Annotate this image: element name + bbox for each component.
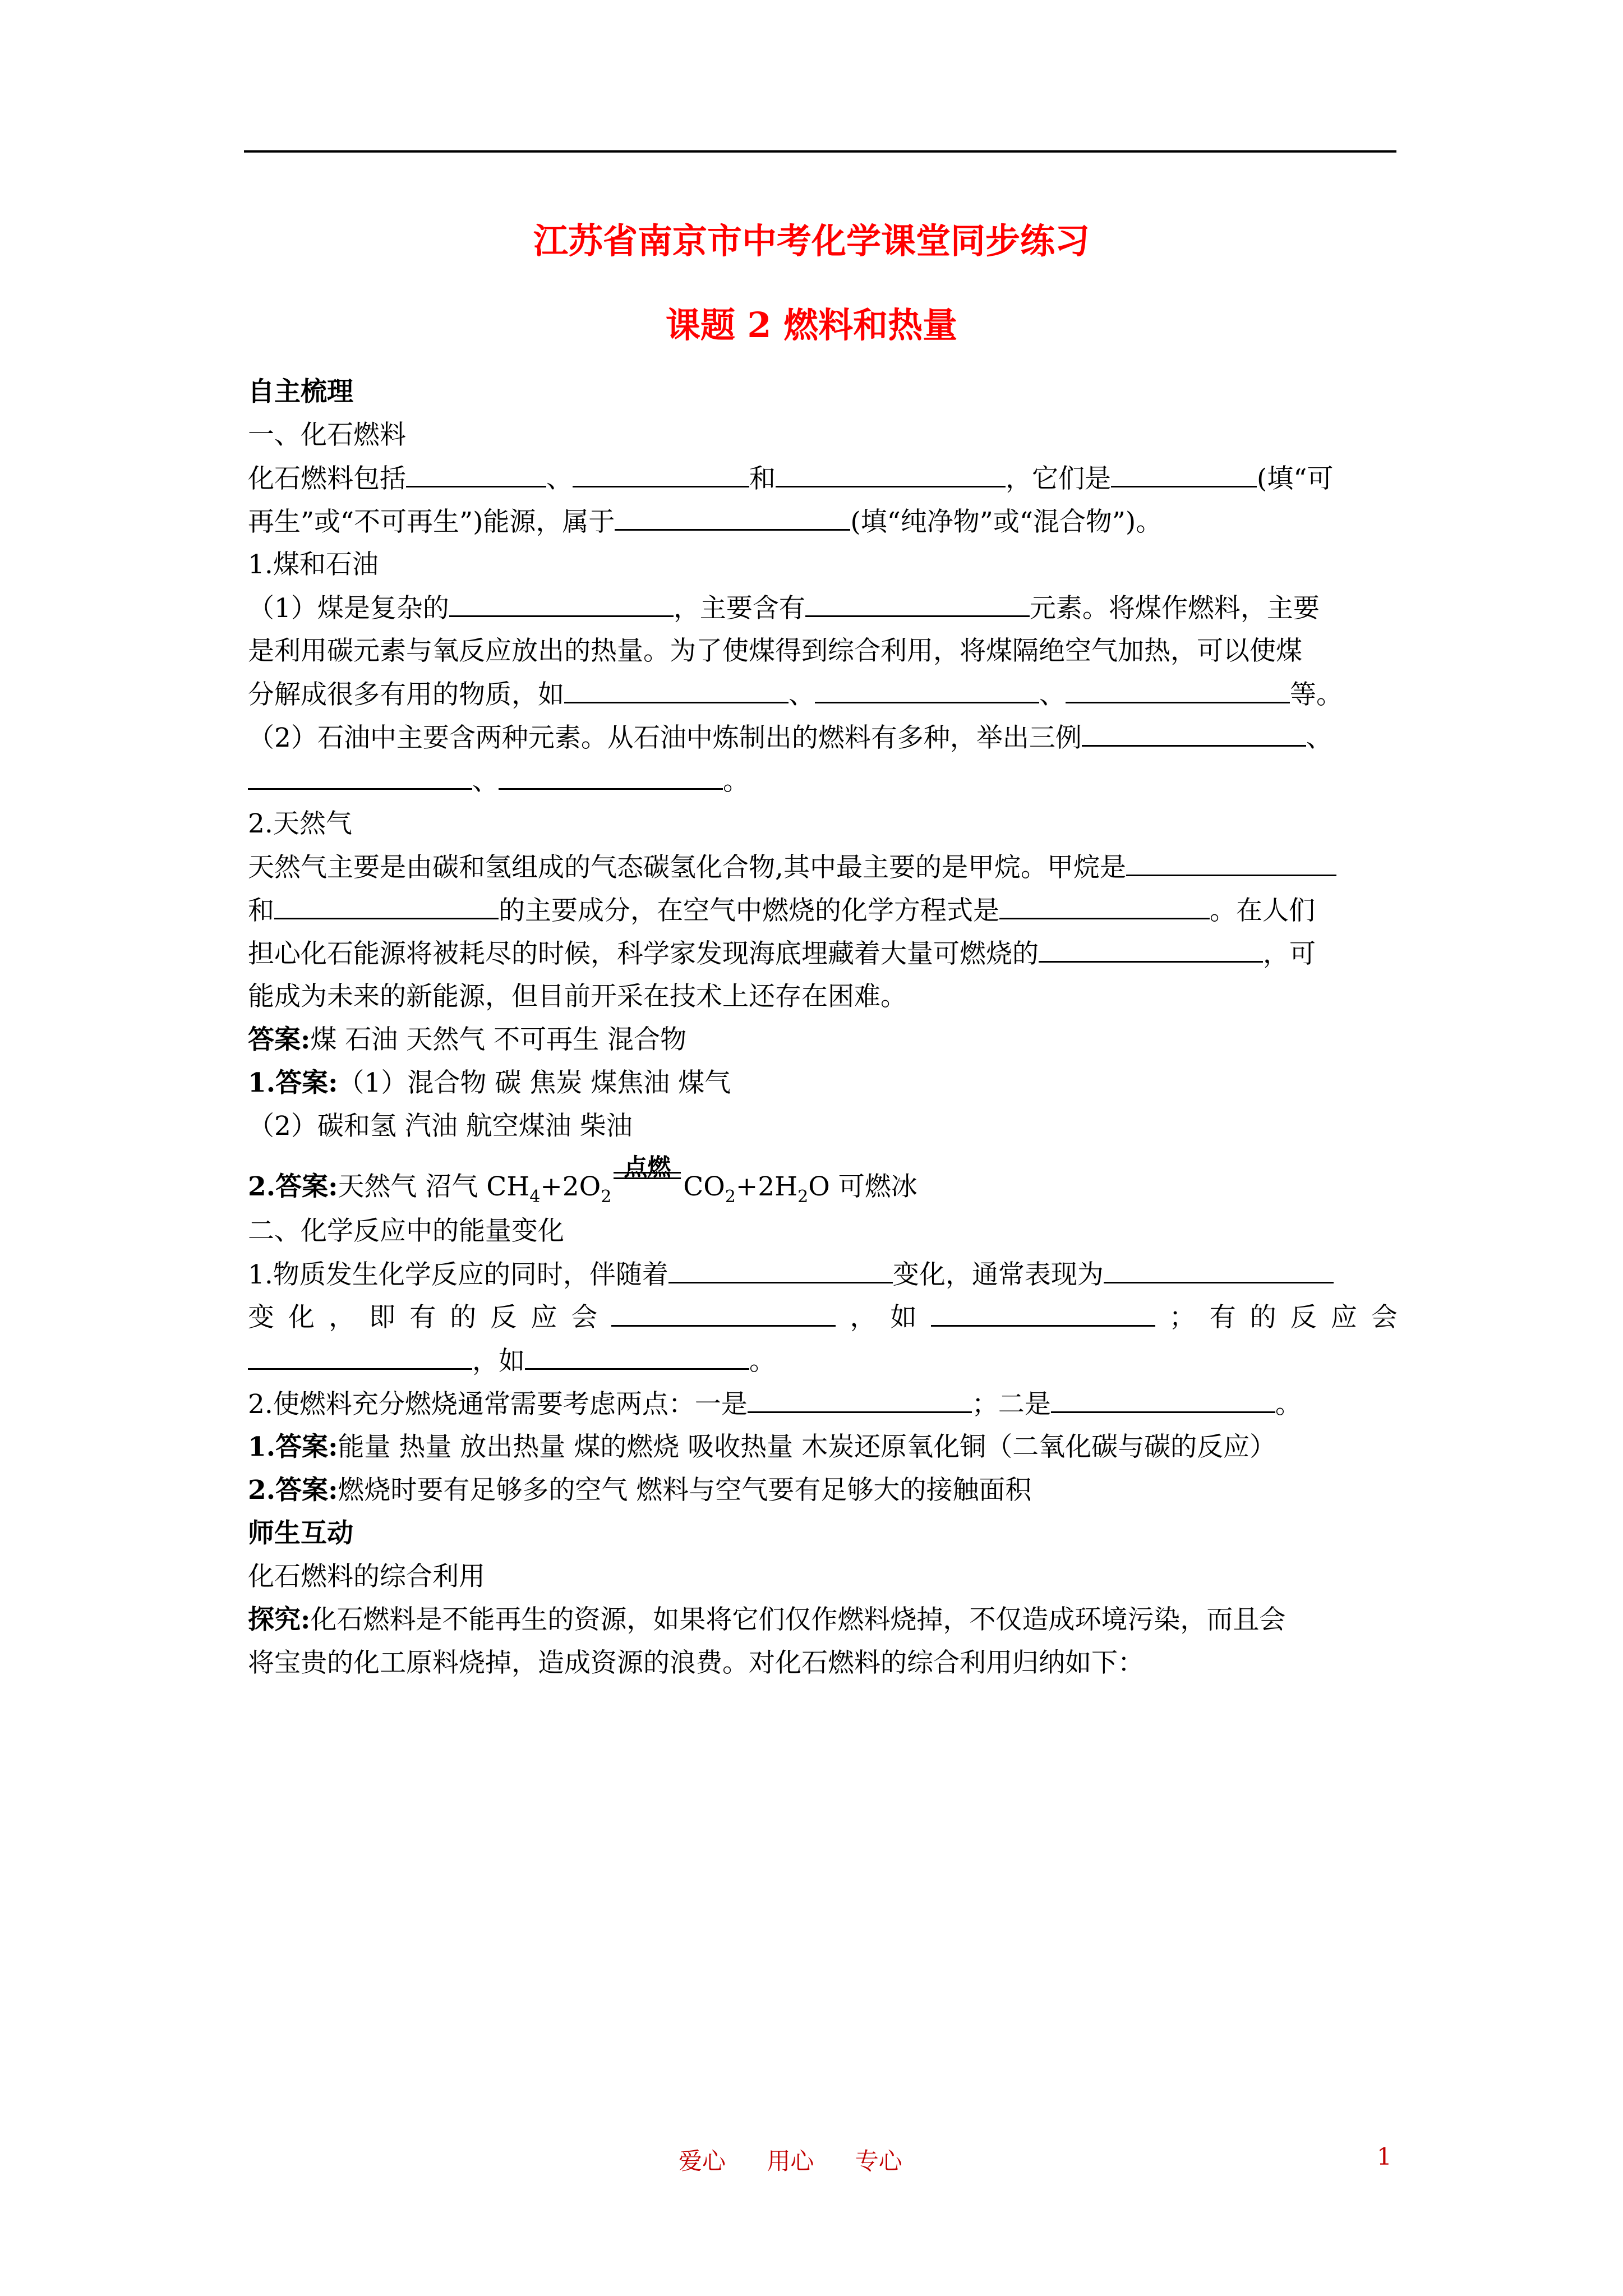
page-number: 1: [1377, 2143, 1392, 2170]
answer-blank[interactable]: [1126, 845, 1336, 876]
answer-blank[interactable]: [668, 1253, 893, 1283]
explore-line-1: 探究:化石燃料是不能再生的资源，如果将它们仅作燃料烧掉，不仅造成环境污染，而且会: [248, 1604, 1286, 1635]
fossil-fuel-question-line-2: 再生”或“不可再生”)能源，属于 (填“纯净物”或“混合物”)。: [248, 500, 1398, 543]
answer-blank[interactable]: [248, 1339, 472, 1370]
page-subtitle: 课题 2 燃料和热量: [665, 305, 958, 346]
answer-line-1: 1.答案:（1）混合物 碳 焦炭 煤焦油 煤气: [248, 1068, 731, 1098]
section-heading-self-study: 自主梳理: [248, 376, 353, 407]
answer-blank[interactable]: [406, 457, 546, 487]
answer-blank[interactable]: [748, 1382, 972, 1413]
answer-blank[interactable]: [1104, 1253, 1334, 1283]
fossil-fuel-question-line-1: 化石燃料包括 、 和 ，它们是 (填“可: [248, 457, 1398, 500]
gas-question-line-3: 担心化石能源将被耗尽的时候，科学家发现海底埋藏着大量可燃烧的 ，可: [248, 932, 1398, 975]
oil-question-line-2: 、 。: [248, 759, 1398, 802]
page-title: 江苏省南京市中考化学课堂同步练习: [533, 220, 1090, 261]
answer-blank[interactable]: [1039, 932, 1263, 963]
header-rule: [244, 150, 1396, 153]
coal-question-line-1: （1）煤是复杂的 ，主要含有 元素。将煤作燃料，主要: [248, 586, 1398, 629]
answer-line-0: 答案:煤 石油 天然气 不可再生 混合物: [248, 1024, 687, 1055]
section-heading-interaction: 师生互动: [248, 1518, 353, 1549]
answer-blank[interactable]: [615, 500, 850, 531]
explore-line-2: 将宝贵的化工原料烧掉，造成资源的浪费。对化石燃料的综合利用归纳如下：: [248, 1648, 1144, 1678]
natural-gas-heading: 2.天然气: [248, 808, 352, 839]
answer-line-3: 1.答案:能量 热量 放出热量 煤的燃烧 吸收热量 木炭还原氧化铜（二氧化碳与碳的反应）: [248, 1432, 1276, 1462]
answer-blank[interactable]: [611, 1296, 836, 1327]
energy-question-line-2: 变 化 ， 即 有 的 反 应 会 ， 如 ； 有 的 反 应 会: [248, 1296, 1398, 1339]
answer-line-1b: （2）碳和氢 汽油 航空煤油 柴油: [248, 1111, 633, 1142]
footer-motto: 爱心 用心 专心: [679, 2147, 902, 2175]
document-body: [248, 370, 1398, 1685]
answer-blank[interactable]: [815, 673, 1039, 703]
combustion-question-line: 2.使燃料充分燃烧通常需要考虑两点：一是 ；二是 。: [248, 1382, 1398, 1425]
answer-blank[interactable]: [1051, 1382, 1275, 1413]
answer-blank[interactable]: [776, 457, 1006, 487]
energy-question-line-1: 1.物质发生化学反应的同时，伴随着 变化，通常表现为: [248, 1253, 1398, 1296]
oil-question-line-1: （2）石油中主要含两种元素。从石油中炼制出的燃料有多种，举出三例 、: [248, 716, 1398, 759]
coal-question-line-2: 是利用碳元素与氧反应放出的热量。为了使煤得到综合利用，将煤隔绝空气加热，可以使煤: [248, 636, 1302, 666]
answer-line-4: 2.答案:燃烧时要有足够多的空气 燃料与空气要有足够大的接触面积: [248, 1475, 1032, 1506]
answer-blank[interactable]: [525, 1339, 749, 1370]
answer-blank[interactable]: [564, 673, 789, 703]
interaction-topic: 化石燃料的综合利用: [248, 1561, 485, 1592]
answer-line-2-equation: 2.答案:天然气 沼气 $CH_4+2O_2$ 点燃 $CO_2+2H_2O$ 可燃冰: [248, 1153, 917, 1207]
answer-blank[interactable]: [449, 586, 674, 617]
answer-blank[interactable]: [805, 586, 1030, 617]
answer-blank[interactable]: [274, 889, 499, 919]
answer-blank[interactable]: [248, 759, 472, 790]
energy-question-line-3: ，如 。: [248, 1339, 1398, 1382]
gas-question-line-1: 天然气主要是由碳和氢组成的气态碳氢化合物,其中最主要的是甲烷。甲烷是: [248, 845, 1398, 889]
answer-blank[interactable]: [1066, 673, 1290, 703]
answer-blank[interactable]: [499, 759, 723, 790]
gas-question-line-2: 和 的主要成分，在空气中燃烧的化学方程式是 。在人们: [248, 889, 1398, 932]
answer-blank[interactable]: [999, 889, 1210, 919]
answer-blank[interactable]: [931, 1296, 1155, 1327]
part-one-heading: 一、化石燃料: [248, 420, 406, 450]
answer-blank[interactable]: [1082, 716, 1306, 747]
part-two-heading: 二、化学反应中的能量变化: [248, 1216, 564, 1246]
answer-blank[interactable]: [1111, 457, 1257, 487]
answer-blank[interactable]: [573, 457, 749, 487]
coal-question-line-3: 分解成很多有用的物质，如 、 、 等。: [248, 673, 1398, 716]
reaction-condition: 点燃: [614, 1162, 681, 1195]
coal-oil-heading: 1.煤和石油: [248, 549, 379, 580]
gas-question-line-4: 能成为未来的新能源，但目前开采在技术上还存在困难。: [248, 981, 907, 1012]
